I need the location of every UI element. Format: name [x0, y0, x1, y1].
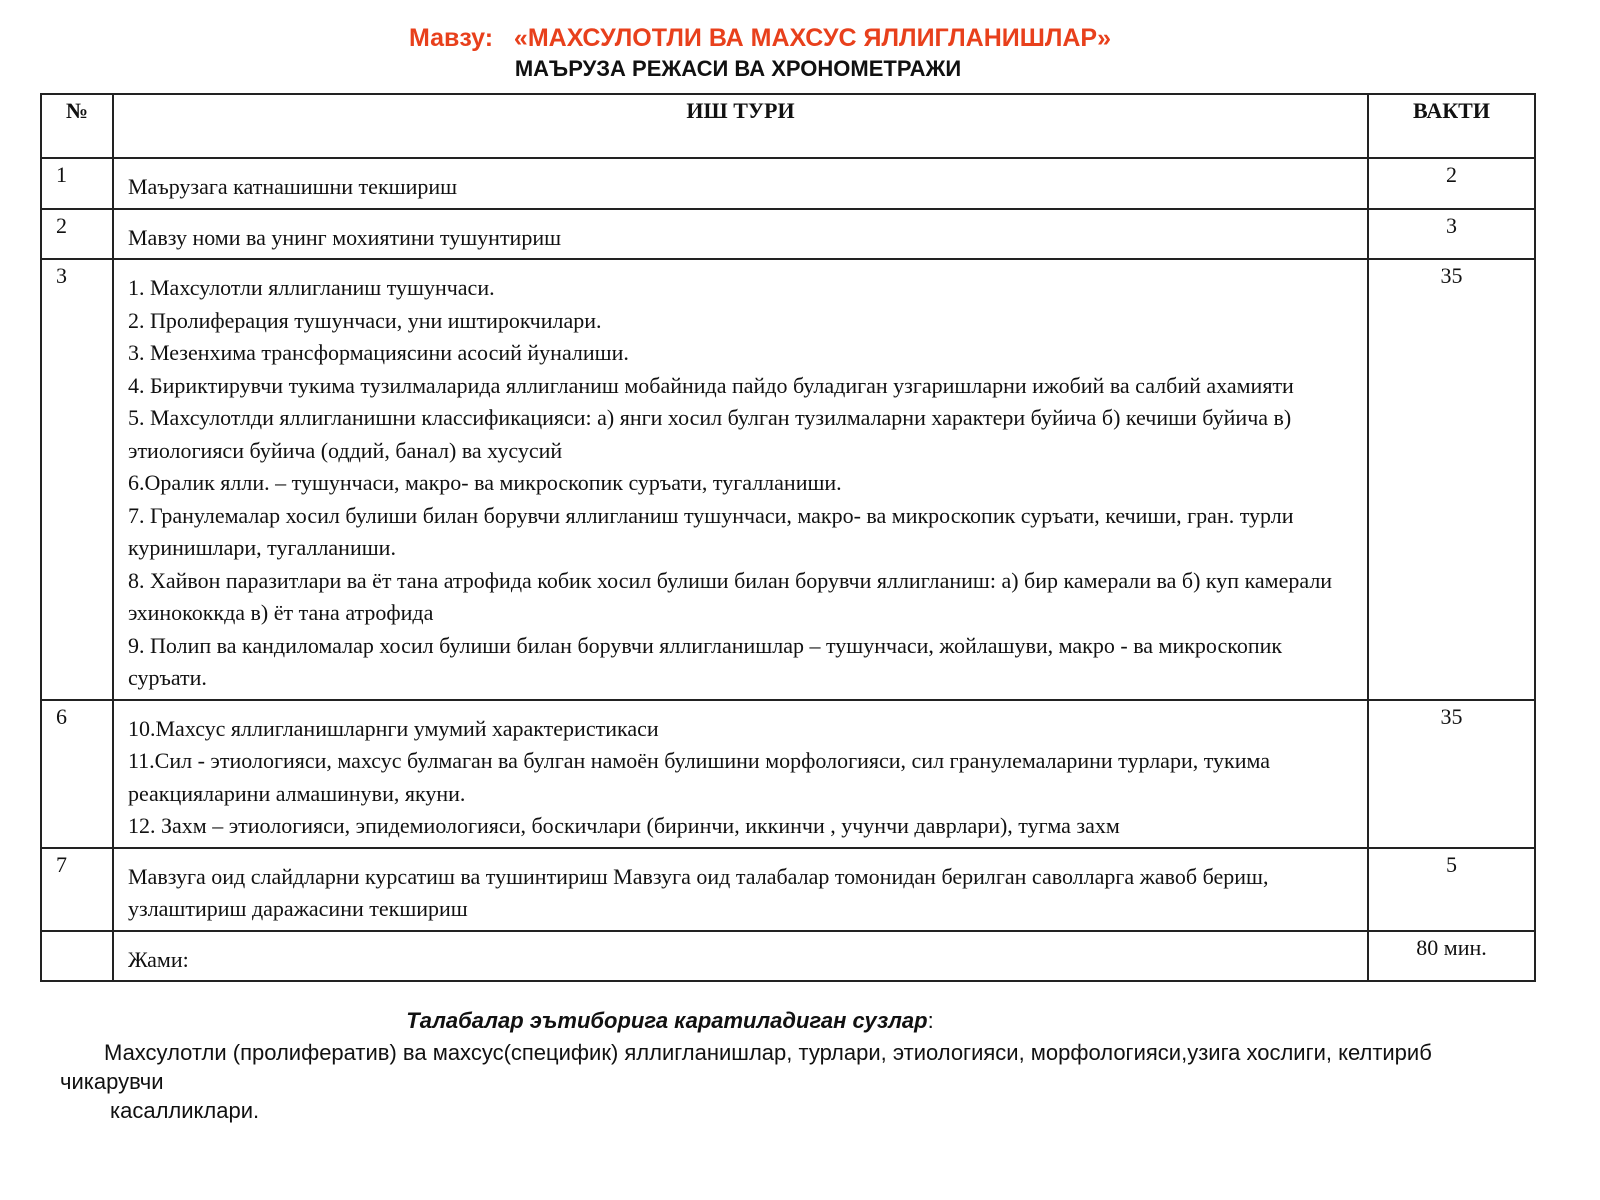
keywords-body [60, 1038, 1590, 1125]
row-time: 5 [1368, 848, 1535, 931]
work-line: 11.Сил - этиологияси, махсус булмаган ва булган намоён булишини морфологияси, сил гранулемаларини турлари, тукима реакцияларини алмашинуви, якуни. [128, 748, 1271, 806]
header-time: ВАКТИ [1368, 94, 1535, 158]
total-label: Жами: [113, 931, 1368, 982]
row-work [113, 848, 1368, 931]
row-time: 35 [1368, 259, 1535, 700]
row-num: 1 [41, 158, 113, 209]
keywords-heading-colon: : [927, 1008, 934, 1033]
table-row [41, 700, 1535, 848]
work-line: 1. Махсулотли яллигланиш тушунчаси. [128, 275, 495, 300]
row-work [113, 158, 1368, 209]
page-title: Мавзу: «МАХСУЛОТЛИ ВА МАХСУС ЯЛЛИГЛАНИШЛАР» [408, 24, 1112, 52]
row-time: 3 [1368, 209, 1535, 260]
table-header-row [41, 94, 1535, 158]
work-line: 12. Захм – этиологияси, эпидемиологияси, боскичлари (биринчи, иккинчи , учунчи даврлари), тугма захм [128, 813, 1120, 838]
keywords-heading [0, 1008, 1340, 1034]
keywords-line: касалликлари. [110, 1098, 260, 1123]
work-line: 4. Бириктирувчи тукима тузилмаларида яллигланиш мобайнида пайдо буладиган узгаришларни ижобий ва салбий ахамияти [128, 372, 1294, 398]
work-line: Мавзу номи ва унинг мохиятини тушунтириш [128, 224, 562, 250]
keywords-heading-text: Талабалар эътиборига каратиладиган сузлар [406, 1008, 928, 1033]
work-line: 10.Махсус яллигланишларнги умумий характеристикаси [128, 715, 659, 741]
total-num [41, 931, 113, 982]
row-time: 2 [1368, 158, 1535, 209]
table-row [41, 259, 1535, 700]
total-time: 80 мин. [1368, 931, 1535, 982]
page-subtitle: МАЪРУЗА РЕЖАСИ ВА ХРОНОМЕТРАЖИ [514, 56, 962, 81]
work-line: 9. Полип ва кандиломалар хосил булиши билан борувчи яллигланишлар – тушунчаси, жойлашуви, макро - ва микроскопик суръати. [128, 632, 1283, 690]
row-time: 35 [1368, 700, 1535, 848]
row-work [113, 209, 1368, 260]
work-line: Мавзуга оид слайдларни курсатиш ва тушинтириш Мавзуга оид талабалар томонидан берилган саволларга жавоб бериш, узлаштириш даражасини текшириш [128, 863, 1269, 921]
work-line: 8. Хайвон паразитлари ва ёт тана атрофида кобик хосил булиши билан борувчи яллигланиш: а) бир камерали ва б) куп камерали эхинококкда в) ёт тана атрофида [128, 567, 1333, 625]
work-line: 6.Оралик ялли. – тушунчаси, макро- ва микроскопик суръати, тугалланиши. [128, 470, 842, 495]
row-num: 7 [41, 848, 113, 931]
row-num: 3 [41, 259, 113, 700]
keywords-line: Махсулотли (пролифератив) ва махсус(специфик) яллигланишлар, турлари, этиологияси, морфологияси,узига хослиги, келтириб [104, 1040, 1432, 1065]
work-line: 3. Мезенхима трансформациясини асосий йуналиши. [128, 340, 629, 365]
row-work [113, 700, 1368, 848]
work-line: 2. Пролиферация тушунчаси, уни иштирокчилари. [128, 307, 602, 333]
work-line: 5. Махсулотлди яллигланишни классификацияси: а) янги хосил булган тузилмаларни характери буйича б) кечиши буйича в) этиологияси буйича (оддий, банал) ва хусусий [128, 405, 1292, 463]
row-num: 6 [41, 700, 113, 848]
header-work-type: ИШ ТУРИ [113, 94, 1368, 158]
table-row [41, 848, 1535, 931]
header-num: № [41, 94, 113, 158]
work-line: Маърузага катнашишни текшириш [128, 174, 458, 199]
row-work [113, 259, 1368, 700]
table-row [41, 158, 1535, 209]
table-row [41, 209, 1535, 260]
lecture-schedule-table [40, 93, 1536, 982]
keywords-line: чикарувчи [60, 1069, 164, 1094]
table-total-row [41, 931, 1535, 982]
row-num: 2 [41, 209, 113, 260]
work-line: 7. Гранулемалар хосил булиши билан борувчи яллигланиш тушунчаси, макро- ва микроскопик суръати, кечиши, гран. турли куринишлари, тугалланиши. [128, 502, 1294, 560]
